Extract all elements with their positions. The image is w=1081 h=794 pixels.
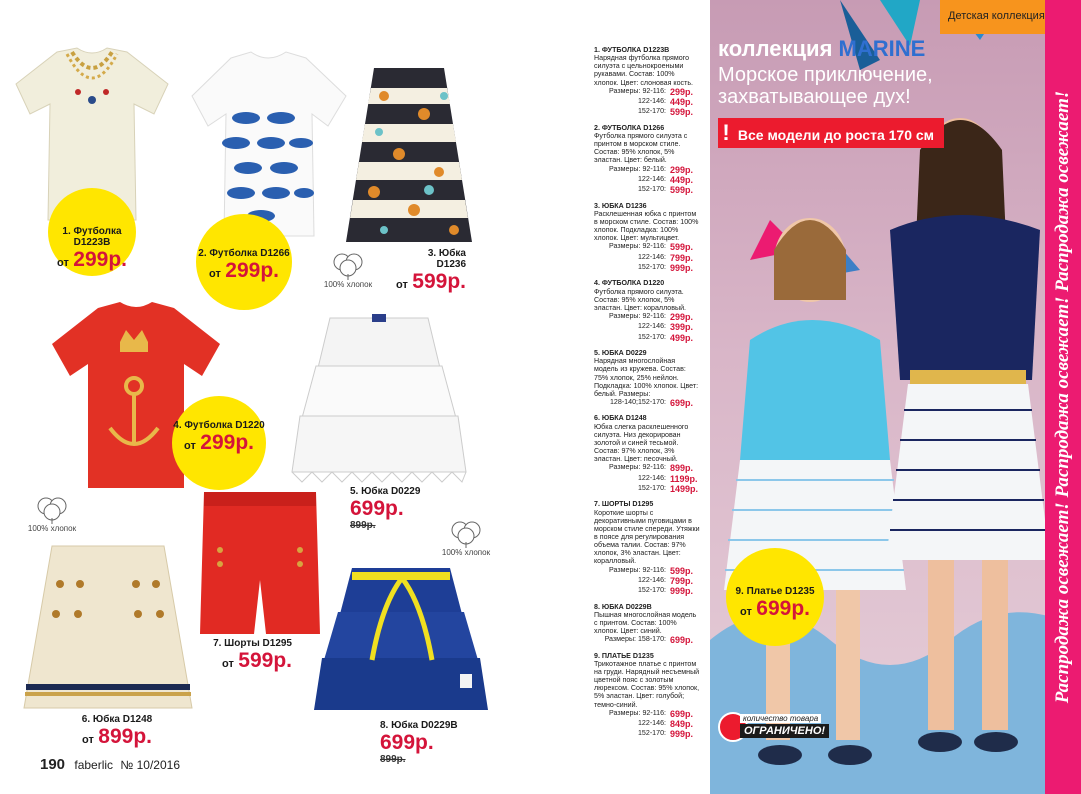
old-price: 899р. <box>380 754 406 766</box>
product-label: 3. Юбка D1236 <box>427 248 466 270</box>
description-item <box>594 603 700 646</box>
size-price: 449р. <box>670 174 694 185</box>
height-banner <box>718 118 944 148</box>
description-title: 2. ФУТБОЛКА D1266 <box>594 123 665 132</box>
size-range: 122-146: <box>637 252 666 261</box>
product-image-skirt-d0229[interactable] <box>290 308 468 484</box>
size-range: Размеры: 92-116: <box>609 312 666 321</box>
old-price: 899р. <box>350 520 376 532</box>
size-price-row <box>594 484 700 494</box>
size-range: 122-146: <box>637 322 666 331</box>
collection-subtitle-1: Морское приключение, <box>718 64 933 86</box>
size-price: 1199р. <box>670 473 698 484</box>
price-label-8 <box>380 720 476 765</box>
price: 299р. <box>200 431 254 454</box>
size-price-row <box>594 566 700 576</box>
description-text: Короткие шорты с декоративными пуговицами в морском стиле спереди. Утяжки в поясе для регулирования объема талии. Состав: 97% хлопок, 3% эластан. Цвет: коралловый. <box>594 508 700 566</box>
size-price-row <box>594 97 700 107</box>
size-range: 122-146: <box>637 174 666 183</box>
size-range: 122-146: <box>637 719 666 728</box>
product-image-skirt-d0229b[interactable] <box>312 564 490 716</box>
size-price: 999р. <box>670 263 694 274</box>
size-price: 899р. <box>670 463 694 474</box>
sale-vertical-text: Распродажа освежает! Распродажа освежает! Распродажа освежает! <box>1052 90 1073 704</box>
product-label: 9. Платье D1235 <box>735 586 815 597</box>
size-price-row <box>594 729 700 739</box>
price: 699р. <box>350 497 404 520</box>
price-badge-9 <box>726 548 824 646</box>
product-label: 1. Футболка D1223B <box>62 226 122 248</box>
size-price-row <box>594 107 700 117</box>
description-title: 3. ЮБКА D1236 <box>594 201 647 210</box>
size-range: Размеры: 92-116: <box>609 708 666 717</box>
product-label: 2. Футболка D1266 <box>198 248 290 259</box>
size-range: Размеры: 92-116: <box>609 565 666 574</box>
price-label-7 <box>212 638 292 672</box>
cotton-badge <box>436 518 496 557</box>
price-from: от <box>184 440 196 452</box>
size-price: 799р. <box>670 575 694 586</box>
description-item <box>594 279 700 343</box>
size-range: Размеры: 92-116: <box>609 86 666 95</box>
product-label: 4. Футболка D1220 <box>173 420 265 431</box>
description-title: 1. ФУТБОЛКА D1223B <box>594 46 670 54</box>
size-range: 122-146: <box>637 473 666 482</box>
size-range: 152-170: <box>637 484 666 492</box>
size-price-row <box>594 263 700 273</box>
description-item <box>594 414 700 494</box>
product-image-skirt-d1236[interactable] <box>344 66 474 246</box>
price-from: от <box>222 658 234 670</box>
size-price: 1499р. <box>670 484 699 494</box>
limited-line-2: ОГРАНИЧЕНО! <box>740 724 829 738</box>
size-range: Размеры: 92-116: <box>609 242 666 251</box>
description-text: Футболка прямого силуэта. Состав: 95% хлопок, 5% эластан. Цвет: коралловый. <box>594 287 687 312</box>
product-image-tshirt-d1266[interactable] <box>186 48 351 238</box>
price: 699р. <box>756 597 810 620</box>
size-range: 152-170: <box>637 263 666 272</box>
product-label: 7. Шорты D1295 <box>213 638 292 649</box>
size-price: 599р. <box>670 565 694 576</box>
size-price: 449р. <box>670 97 694 108</box>
product-image-skirt-d1248[interactable] <box>20 544 196 710</box>
size-price: 299р. <box>670 164 694 175</box>
price-from: от <box>396 279 408 291</box>
description-text: Пышная многослойная модель с принтом. Состав: 100% хлопок. Цвет: синий. <box>594 610 697 636</box>
size-range: 152-170: <box>637 107 666 116</box>
size-price: 849р. <box>670 719 694 730</box>
description-item <box>594 349 700 408</box>
size-price-row <box>594 175 700 185</box>
cotton-badge <box>22 494 82 533</box>
description-item <box>594 46 700 118</box>
size-price: 599р. <box>670 185 694 196</box>
cotton-label: 100% хлопок <box>323 280 373 289</box>
product-label: 8. Юбка D0229B <box>380 720 458 731</box>
cotton-icon <box>35 494 69 524</box>
size-price: 299р. <box>670 312 694 323</box>
size-price-row <box>594 242 700 252</box>
size-range: 128-140;152-170: <box>609 398 666 407</box>
product-label: 6. Юбка D1248 <box>81 714 153 725</box>
description-item <box>594 202 700 274</box>
size-price: 299р. <box>670 86 694 97</box>
description-title: 7. ШОРТЫ D1295 <box>594 500 654 509</box>
product-image-shorts-d1295[interactable] <box>196 490 324 636</box>
price-label-6 <box>74 714 160 748</box>
size-price-row <box>594 576 700 586</box>
description-text: Нарядная футболка прямого силуэта с цельнокроеными рукавами. Состав: 100% хлопок. Цвет: слоновая кость. <box>594 54 693 87</box>
size-price: 399р. <box>670 322 694 333</box>
description-text: Нарядная многослойная модель из кружева. Состав: 75% хлопок, 25% нейлон. Подкладка: 100% хлопок. Цвет: белый. Размеры: <box>594 357 699 398</box>
brand-name: faberlic <box>74 758 114 772</box>
size-range: 122-146: <box>637 97 666 106</box>
price: 599р. <box>412 270 466 293</box>
page-number: 190 <box>40 756 66 773</box>
price-from: от <box>82 734 94 746</box>
size-price: 999р. <box>670 586 694 597</box>
size-price-row <box>594 474 700 484</box>
size-price-row <box>594 635 700 645</box>
size-range: Размеры: 92-116: <box>609 164 666 173</box>
price-badge-4 <box>172 396 266 490</box>
page-footer <box>40 756 180 773</box>
collection-subtitle-2: захватывающее дух! <box>718 86 911 108</box>
size-price-row <box>594 586 700 596</box>
description-text: Трикотажное платье с принтом на груди. Нарядный несъемный цветной пояс с золотым люрексом. Состав: 95% хлопок, 5% эластан. Цвет: голубой; темно-синий. <box>594 659 700 709</box>
size-price: 599р. <box>670 107 694 118</box>
limited-line-1: количество товара <box>740 714 821 723</box>
size-price-row <box>594 709 700 719</box>
cotton-badge <box>318 250 378 289</box>
size-price-row <box>594 333 700 343</box>
size-range: 152-170: <box>637 586 666 595</box>
sale-vertical-strip <box>1045 0 1081 794</box>
issue-number: № 10/2016 <box>120 758 180 772</box>
price-badge-1 <box>48 188 136 276</box>
cotton-label: 100% хлопок <box>27 524 77 533</box>
price-label-5 <box>350 486 446 531</box>
cotton-icon <box>449 518 483 548</box>
description-title: 4. ФУТБОЛКА D1220 <box>594 279 665 288</box>
size-price-row <box>594 398 700 408</box>
size-price-row <box>594 463 700 473</box>
price: 899р. <box>98 725 152 748</box>
price-from: от <box>209 268 221 280</box>
size-range: Размеры: 158-170: <box>604 635 666 644</box>
description-title: 8. ЮБКА D0229B <box>594 602 652 611</box>
size-price-row <box>594 185 700 195</box>
size-price-row <box>594 165 700 175</box>
size-price: 799р. <box>670 252 694 263</box>
limited-badge <box>718 712 846 742</box>
price-label-3 <box>396 248 466 293</box>
size-price-row <box>594 253 700 263</box>
cotton-icon <box>331 250 365 280</box>
price: 599р. <box>238 649 292 672</box>
price: 299р. <box>73 248 127 271</box>
product-descriptions <box>594 46 700 746</box>
collection-word: коллекция <box>718 36 833 61</box>
description-title: 6. ЮБКА D1248 <box>594 414 647 423</box>
size-price: 499р. <box>670 332 694 343</box>
size-range: 152-170: <box>637 332 666 341</box>
size-range: 152-170: <box>637 185 666 194</box>
price-from: от <box>740 606 752 618</box>
price-from: от <box>57 257 69 269</box>
height-banner-text: Все модели до роста 170 см <box>737 127 935 143</box>
size-price-row <box>594 719 700 729</box>
price-badge-2 <box>196 214 292 310</box>
size-price-row <box>594 322 700 332</box>
photo-panel <box>710 0 1081 794</box>
exclamation-icon: ! <box>722 120 730 145</box>
size-price: 599р. <box>670 242 694 253</box>
description-text: Юбка слегка расклешенного силуэта. Низ декорирован золотой и синей тесьмой. Состав: 97% хлопок, 3% эластан. Цвет: песочный. <box>594 422 689 464</box>
description-item <box>594 500 700 596</box>
product-label: 5. Юбка D0229 <box>350 486 421 497</box>
description-item <box>594 124 700 196</box>
description-item <box>594 652 700 740</box>
description-title: 9. ПЛАТЬЕ D1235 <box>594 651 654 660</box>
size-price: 699р. <box>670 708 694 719</box>
collection-name: MARINE <box>838 36 926 61</box>
price: 299р. <box>225 259 279 282</box>
description-text: Футболка прямого силуэта с принтом в морском стиле. Состав: 95% хлопок, 5% эластан. Цвет: белый. <box>594 131 688 165</box>
description-text: Расклешенная юбка с принтом в морском стиле. Состав: 100% хлопок. Подкладка: 100% хлопок. Цвет: мультицвет. <box>594 209 699 243</box>
size-price-row <box>594 312 700 322</box>
collection-title <box>718 36 925 62</box>
section-title: Детская коллекция <box>948 10 1045 22</box>
size-price-row <box>594 87 700 97</box>
description-title: 5. ЮБКА D0229 <box>594 349 647 358</box>
cotton-label: 100% хлопок <box>441 548 491 557</box>
size-price: 999р. <box>670 729 694 740</box>
size-price: 699р. <box>670 635 694 646</box>
size-range: 122-146: <box>637 575 666 584</box>
size-range: 152-170: <box>637 729 666 738</box>
size-price: 699р. <box>670 398 694 409</box>
price: 699р. <box>380 731 434 754</box>
size-range: Размеры: 92-116: <box>609 463 666 472</box>
